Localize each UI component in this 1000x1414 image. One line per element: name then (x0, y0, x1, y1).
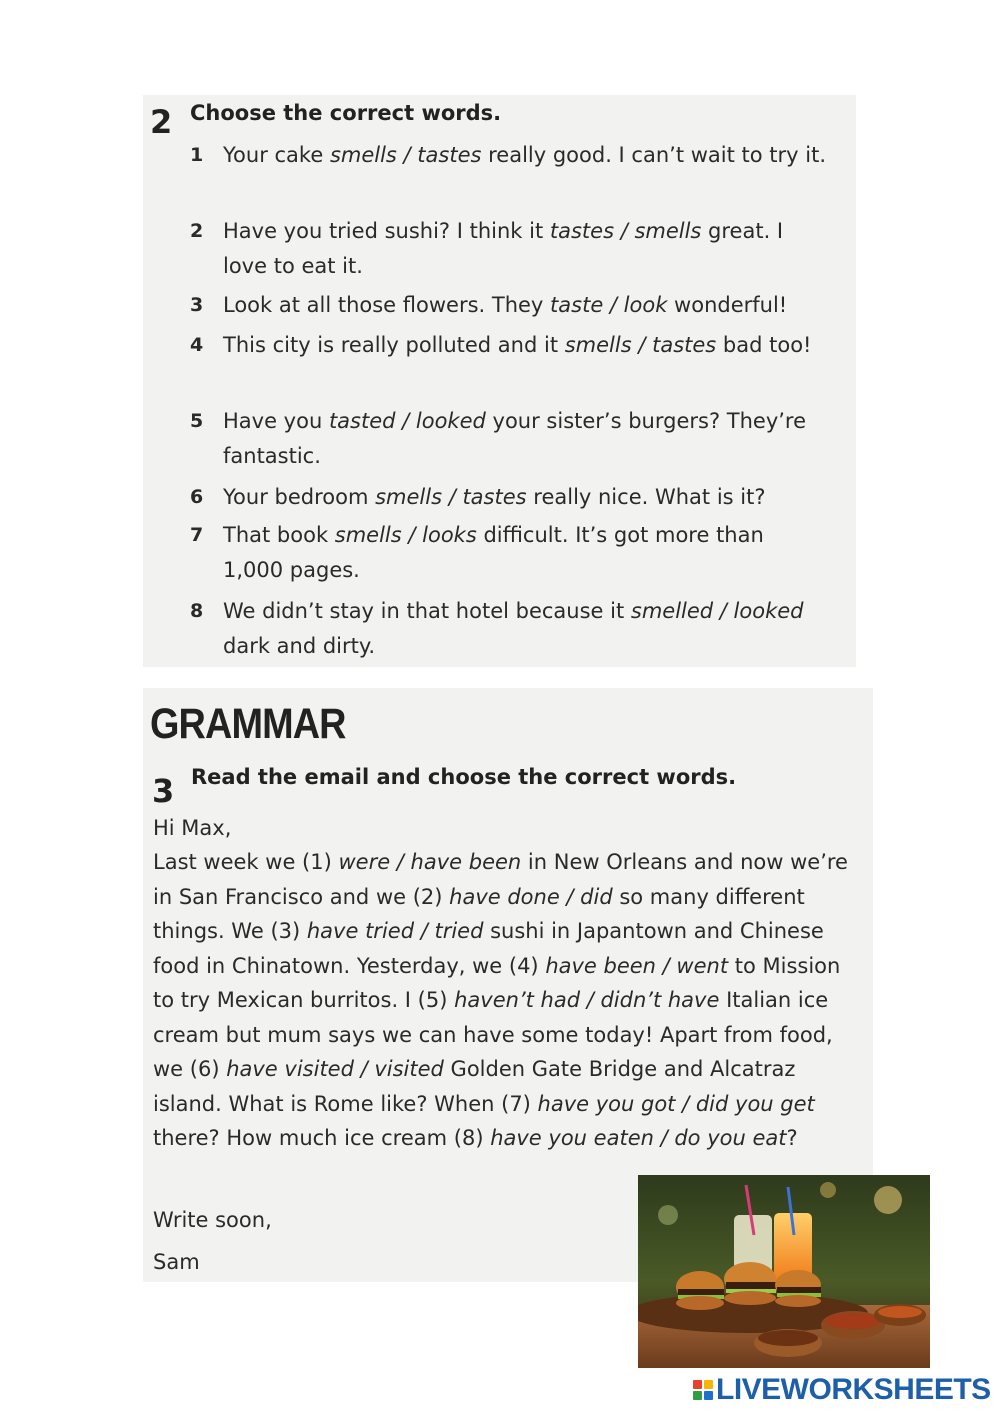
item-text-after: wonderful! (667, 293, 788, 317)
item-text-after: difficult. It’s got more than 1,000 pages. (223, 523, 764, 582)
email-option[interactable]: haven’t had / didn’t have (454, 988, 720, 1012)
email-text: Italian ice cream but mum says we can have some today! Apart from food, we (6) (153, 988, 833, 1081)
food-photo (638, 1175, 930, 1368)
item-options[interactable]: taste / look (550, 293, 668, 317)
item-sentence (223, 328, 830, 363)
item-text-before: We didn’t stay in that hotel because it (223, 599, 631, 623)
exercise-2-item (190, 518, 830, 588)
item-text-before: Have you (223, 409, 329, 433)
burgers-drinks-image (638, 1175, 930, 1368)
email-option[interactable]: have been / went (545, 953, 729, 978)
item-options[interactable]: smells / tastes (375, 485, 527, 509)
item-number: 4 (190, 334, 204, 356)
email-text: ? (786, 1126, 798, 1150)
liveworksheets-logo-icon (693, 1380, 713, 1400)
exercise-2-number: 2 (150, 103, 173, 141)
exercise-2-item (190, 328, 830, 363)
logo-text: LIVEWORKSHEETS (716, 1373, 991, 1406)
email-signoff: Write soon, (153, 1208, 272, 1232)
item-options[interactable]: smells / looks (334, 523, 477, 547)
item-sentence (223, 480, 830, 515)
item-text-before: Look at all those flowers. They (223, 293, 551, 317)
item-text-after: bad too! (716, 333, 812, 357)
email-option[interactable]: have you eaten / do you eat (490, 1126, 787, 1150)
exercise-3-number: 3 (152, 772, 175, 810)
item-sentence (223, 404, 830, 474)
item-options[interactable]: smells / tastes (564, 333, 717, 357)
item-sentence (223, 518, 830, 588)
item-options[interactable]: tasted / looked (328, 409, 486, 433)
email-option[interactable]: have tried / tried (306, 919, 484, 943)
email-body (153, 845, 863, 1156)
email-text: so many different things. We (3) (153, 884, 805, 943)
item-number: 6 (190, 486, 204, 508)
item-text-after: dark and dirty. (223, 634, 375, 658)
email-text: there? How much ice cream (8) (153, 1126, 491, 1150)
item-text-after: really nice. What is it? (526, 485, 766, 509)
exercise-2-item (190, 404, 830, 474)
liveworksheets-logo (693, 1372, 991, 1408)
grammar-heading: GRAMMAR (150, 700, 346, 748)
item-text-before: Your bedroom (223, 485, 376, 509)
item-text-after: great. I love to eat it. (223, 219, 784, 278)
item-text-after: your sister’s burgers? They’re fantastic. (223, 409, 807, 468)
email-option[interactable]: have visited / visited (226, 1057, 444, 1081)
email-text: Last week we (1) (153, 850, 339, 874)
email-text: to Mission to try Mexican burritos. I (5) (153, 953, 841, 1012)
email-text: Golden Gate Bridge and Alcatraz island. What is Rome like? When (7) (153, 1057, 796, 1116)
item-number: 3 (190, 294, 204, 316)
email-text: in New Orleans and now we’re in San Francisco and we (2) (153, 850, 848, 909)
item-options[interactable]: smells / tastes (329, 143, 482, 167)
exercise-2-item (190, 214, 830, 284)
item-number: 7 (190, 524, 204, 546)
email-signature: Sam (153, 1250, 200, 1274)
item-number: 8 (190, 600, 204, 622)
item-options[interactable]: smelled / looked (630, 599, 804, 623)
logo-square (693, 1380, 702, 1389)
item-text-before: Your cake (223, 143, 330, 167)
email-text: sushi in Japantown and Chinese food in Chinatown. Yesterday, we (4) (153, 919, 824, 978)
item-options[interactable]: tastes / smells (549, 219, 702, 243)
exercise-2-item (190, 480, 830, 515)
item-sentence (223, 288, 830, 323)
item-sentence (223, 594, 830, 664)
email-greeting: Hi Max, (153, 816, 232, 840)
item-sentence (223, 214, 830, 284)
item-sentence (223, 138, 830, 173)
item-text-before: That book (223, 523, 335, 547)
item-number: 1 (190, 144, 204, 166)
email-option[interactable]: have you got / did you get (537, 1091, 815, 1116)
item-text-before: Have you tried sushi? I think it (223, 219, 550, 243)
email-option[interactable]: have done / did (449, 884, 613, 909)
exercise-3-title: Read the email and choose the correct words. (191, 765, 737, 789)
exercise-2-item (190, 288, 830, 323)
item-text-before: This city is really polluted and it (223, 333, 565, 357)
item-number: 2 (190, 220, 204, 242)
logo-square (704, 1391, 713, 1400)
exercise-2-item (190, 594, 830, 664)
item-text-after: really good. I can’t wait to try it. (481, 143, 826, 167)
exercise-2-title: Choose the correct words. (190, 101, 502, 125)
logo-square (704, 1380, 713, 1389)
logo-square (693, 1391, 702, 1400)
exercise-2-item (190, 138, 830, 173)
email-option[interactable]: were / have been (338, 850, 522, 874)
item-number: 5 (190, 410, 204, 432)
